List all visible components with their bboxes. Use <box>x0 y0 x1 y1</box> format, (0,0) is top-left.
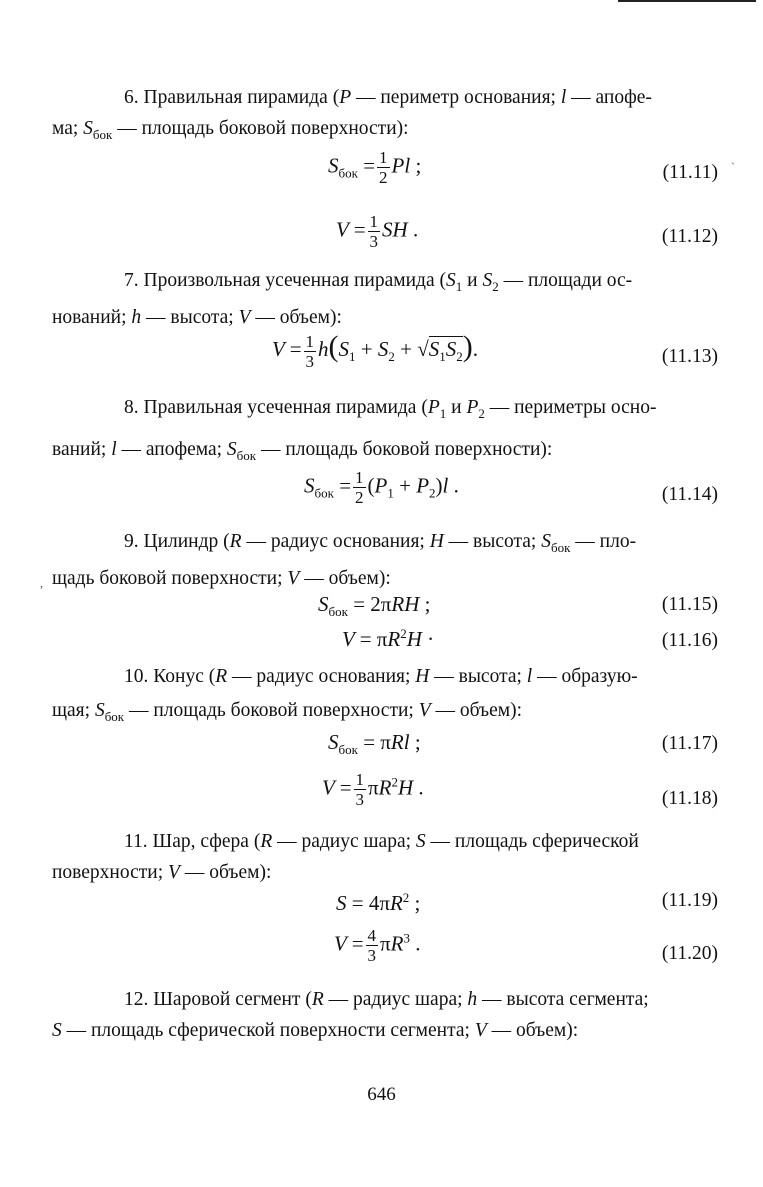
formula-11-18: V = $\frac{1}{3}$ $\pi R^2H$ . <box>322 770 424 809</box>
formula-11-17: $S_{бок} = \pi Rl$ ; <box>328 730 421 758</box>
eqno-11-20: (11.20) <box>661 943 718 964</box>
formula-11-15: $S_{бок} = 2\pi RH$ ; <box>318 592 431 620</box>
top-rule <box>618 0 756 2</box>
eqno-11-17: (11.17) <box>661 733 718 754</box>
eqno-11-13: (11.13) <box>661 346 718 367</box>
item-6-text: 6. Правильная пирамида (P — периметр основания; l — апофе- ма; $S_{бок}$ — площадь боковой поверхности): <box>52 87 652 142</box>
item-12-text: 12. Шаровой сегмент (R — радиус шара; h — высота сегмента; S — площадь сферической поверхности сегмента; V — объем): <box>52 989 649 1041</box>
eqno-11-19: (11.19) <box>661 890 718 911</box>
formula-11-19: $S = 4\pi R^2$ ; <box>336 890 421 915</box>
eqno-11-16: (11.16) <box>661 630 718 651</box>
page-number: 646 <box>367 1084 396 1105</box>
formula-11-13: V = $\frac{1}{3}$ $h(S_1 + S_2 + √S_1S_2)$. <box>272 330 479 371</box>
formula-11-14: $S_{бок}$ = $\frac{1}{2}$ $(P_1 + P_2)l$ . <box>304 468 459 507</box>
formula-11-20: V = $\frac{4}{3}$ $\pi R^3$ . <box>334 926 421 965</box>
formula-11-12: V = $\frac{1}{3}$ SH . <box>336 212 419 251</box>
scan-mark: ` <box>731 160 735 174</box>
scan-mark: , <box>40 576 43 590</box>
eqno-11-12: (11.12) <box>661 226 718 247</box>
item-9-text: 9. Цилиндр (R — радиус основания; H — высота; $S_{бок}$ — пло- щадь боковой поверхности; V — объем): <box>52 531 637 589</box>
eqno-11-18: (11.18) <box>661 788 718 809</box>
item-7-text: 7. Произвольная усеченная пирамида ($S_1$ и $S_2$ — площади ос- нований; h — высота; V — объем): <box>52 270 633 328</box>
eqno-11-15: (11.15) <box>661 594 718 615</box>
item-11-text: 11. Шар, сфера (R — радиус шара; S — площадь сферической поверхности; V — объем): <box>52 831 639 883</box>
item-10-text: 10. Конус (R — радиус основания; H — высота; l — образую- щая; $S_{бок}$ — площадь боковой поверхности; V — объем): <box>52 666 638 724</box>
eqno-11-14: (11.14) <box>661 484 718 505</box>
eqno-11-11: (11.11) <box>662 162 718 183</box>
item-8-text: 8. Правильная усеченная пирамида ($P_1$ и $P_2$ — периметры осно- ваний; l — апофема; $S_{бок}$ — площадь боковой поверхности): <box>52 397 657 463</box>
formula-11-16: $V = \pi R^2H$ · <box>342 626 435 651</box>
formula-11-11: $S_{бок}$ = $\frac{1}{2}$ Pl ; <box>328 148 422 187</box>
